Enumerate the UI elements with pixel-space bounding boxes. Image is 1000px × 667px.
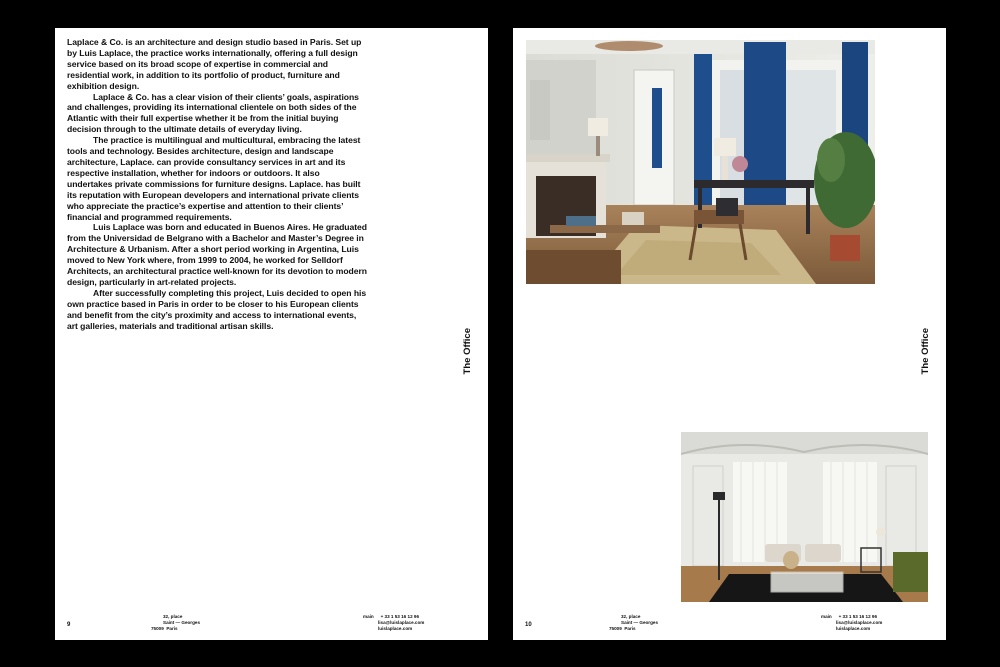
footer-address — [151, 614, 200, 632]
footer-address — [609, 614, 658, 632]
right-page — [513, 28, 946, 640]
paragraph: After successfully completing this project, Luis decided to open his own practice based in Paris in order to be closer to his European clients and benefit from the city’s proximity and access to international events, art galleries, materials and traditional artisan skills. — [67, 287, 367, 331]
paragraph: The practice is multilingual and multicultural, embracing the latest tools and technology. Besides architecture, design and landscape architecture, Laplace. can provide consultancy services in art and its respective installation, whether for indoors or outdoors. It also undertakes private commissions for furniture designs. Laplace. has built its reputation with European developers and international private clients who appreciate the practice’s expertise and attention to their clients’ financial and programmed requirements. — [67, 135, 361, 222]
contact-email: lisa@luislaplace.com — [836, 620, 883, 625]
contact-email: lisa@luislaplace.com — [378, 620, 425, 625]
contact-phone: + 33 1 53 16 12 96 — [838, 614, 878, 619]
office-interior-photo — [526, 40, 875, 284]
contact-web: luislaplace.com — [836, 626, 871, 631]
contact-phone: + 33 1 53 16 12 96 — [380, 614, 420, 619]
address-line-2: Saint — Georges — [621, 620, 659, 625]
paragraph: Luis Laplace was born and educated in Buenos Aires. He graduated from the Universidad de Belgrano with a Bachelor and Master’s Degree in Architecture & Urbanism. After a short period working in Argentina, Luis moved to New York where, from 1999 to 2004, he worked for Selldorf Architects, an architectural practice well-known for its devotion to modern design, particularly in art-related projects. — [67, 222, 367, 287]
page-number: 9 — [67, 622, 71, 628]
page-number: 10 — [525, 622, 532, 628]
contact-web: luislaplace.com — [378, 626, 413, 631]
left-page — [55, 28, 488, 640]
city: Paris — [166, 626, 178, 631]
footer-contact — [363, 614, 483, 632]
section-title: The Office — [462, 328, 473, 375]
body-text — [67, 37, 367, 331]
paragraph: Laplace & Co. has a clear vision of their clients’ goals, aspirations and challenges, providing its international clientele on both sides of the Atlantic with their full expertise whether it be from the initial buying decision through to the ultimate details of everyday living. — [67, 91, 359, 135]
paragraph: Laplace & Co. is an architecture and design studio based in Paris. Set up by Luis Laplace, the practice works internationally, offering a full design service based on its broad scope of expertise in commercial and residential work, in addition to its portfolio of product, furniture and exhibition design. — [67, 37, 362, 91]
contact-label: main — [363, 614, 374, 619]
salon-interior-photo — [681, 432, 928, 602]
salon-interior-image — [681, 432, 928, 602]
address-line-2: Saint — Georges — [163, 620, 201, 625]
office-interior-image — [526, 40, 875, 284]
postcode: 75009 — [609, 626, 622, 631]
address-line-1: 32, place — [621, 614, 641, 619]
section-title: The Office — [920, 328, 931, 375]
postcode: 75009 — [151, 626, 164, 631]
footer-contact — [821, 614, 941, 632]
address-line-1: 32, place — [163, 614, 183, 619]
city: Paris — [624, 626, 636, 631]
contact-label: main — [821, 614, 832, 619]
